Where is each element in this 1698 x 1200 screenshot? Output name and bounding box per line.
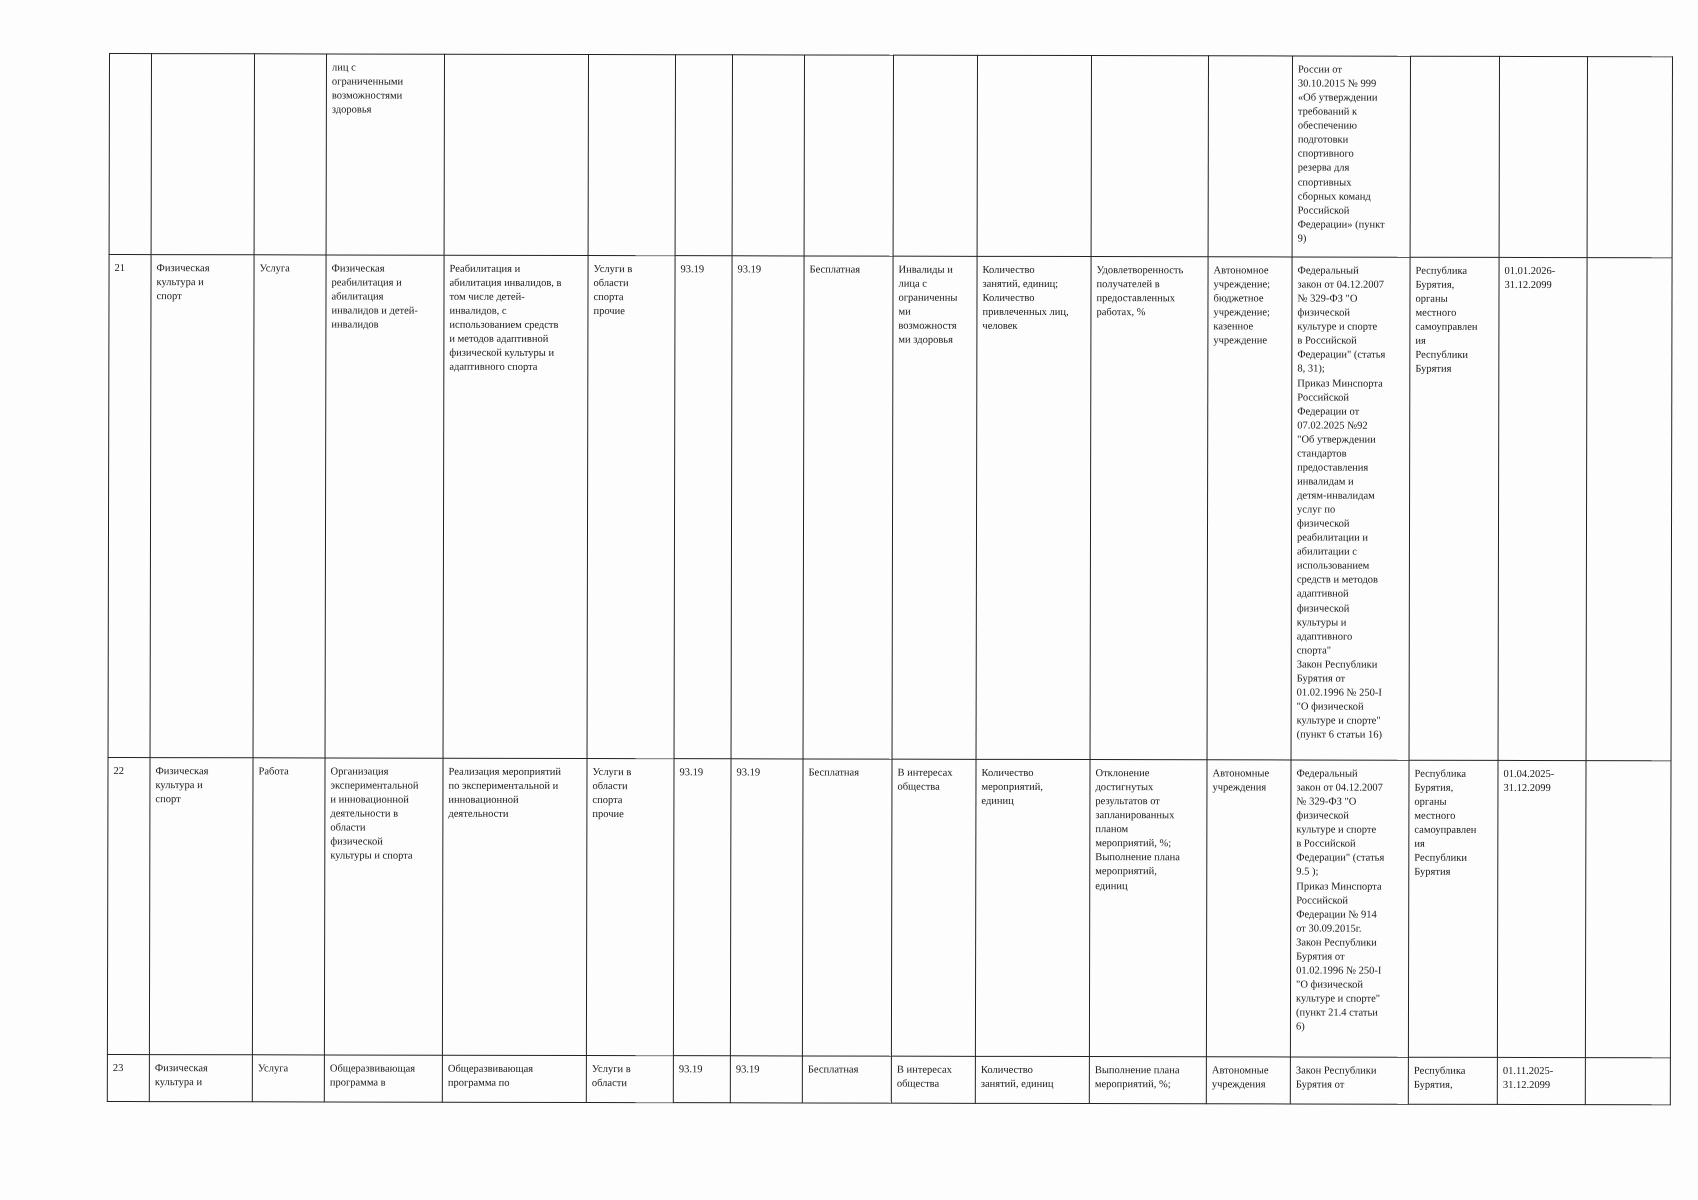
cell-authority: Республика Бурятия,: [1408, 1057, 1497, 1104]
cell-note: [1586, 258, 1672, 761]
cell-legal-basis: Закон Республики Бурятия от: [1290, 1057, 1408, 1104]
cell-kind: Услуга: [253, 255, 326, 758]
cell-number: 22: [107, 757, 150, 1054]
cell-note: [1585, 761, 1671, 1058]
cell-okved-name: Услуги в области: [586, 1056, 673, 1103]
cell-institution-type: Автономное учреждение; бюджетное учреждение; казенное учреждение: [1207, 257, 1292, 760]
cell-content: Общеразвивающая программа по: [442, 1055, 586, 1102]
cell-name: Физическая реабилитация и абилитация инвалидов и детей- инвалидов: [325, 255, 444, 758]
cell-authority: Республика Бурятия, органы местного самоуправлен ия Республики Бурятия: [1409, 257, 1499, 760]
cell-okved-code: [675, 55, 732, 256]
cell-number: 23: [107, 1054, 149, 1101]
table-row: [107, 757, 1671, 1057]
cell-sphere: Физическая культура и спорт: [149, 758, 253, 1055]
cell-kind: [254, 54, 326, 255]
cell-sphere: [151, 54, 254, 255]
cell-okved-code: 93.19: [673, 759, 731, 1056]
cell-legal-basis: России от 30.10.2015 № 999 «Об утверждении требований к обеспечению подготовки спортивного резерва для спортивных сборных команд Российской Федерации» (пункт 9): [1292, 56, 1410, 257]
cell-name: Общеразвивающая программа в: [324, 1055, 442, 1102]
cell-payment: [804, 55, 893, 256]
cell-institution-type: Автономные учреждения: [1206, 760, 1291, 1057]
cell-volume-indicator: Количество занятий, единиц: [975, 1056, 1089, 1103]
cell-institution-type: [1208, 56, 1292, 257]
cell-authority: Республика Бурятия, органы местного самоуправлен ия Республики Бурятия: [1408, 760, 1498, 1057]
cell-period: 01.04.2025- 31.12.2099: [1497, 760, 1586, 1057]
cell-okved-code: 93.19: [730, 759, 803, 1056]
cell-okved-code: [732, 55, 804, 256]
cell-note: [1587, 57, 1672, 258]
cell-kind: Услуга: [252, 1055, 324, 1102]
cell-consumers: В интересах общества: [891, 1056, 975, 1103]
cell-okved-name: [588, 55, 675, 256]
cell-quality-indicator: [1091, 56, 1208, 257]
cell-okved-code: 93.19: [731, 256, 804, 759]
cell-okved-code: 93.19: [674, 256, 732, 759]
cell-sphere: Физическая культура и спорт: [150, 255, 254, 758]
services-register-table: [107, 53, 1673, 1105]
cell-content: Реализация мероприятий по экспериментальной и инновационной деятельности: [442, 758, 587, 1055]
cell-volume-indicator: [977, 55, 1091, 256]
cell-quality-indicator: Отклонение достигнутых результатов от запланированных планом мероприятий, %; Выполнение плана мероприятий, единиц: [1089, 760, 1207, 1057]
table-row: [108, 255, 1672, 761]
cell-content: Реабилитация и абилитация инвалидов, в том числе детей- инвалидов, с использованием средств и методов адаптивной физической культуры и адаптивного спорта: [443, 255, 588, 758]
cell-volume-indicator: Количество занятий, единиц; Количество привлеченных лиц, человек: [976, 256, 1091, 759]
cell-period: [1499, 56, 1587, 257]
cell-period: 01.11.2025- 31.12.2099: [1497, 1057, 1585, 1104]
cell-name: лиц с ограниченными возможностями здоровья: [326, 54, 444, 255]
cell-okved-code: 93.19: [730, 1056, 802, 1103]
cell-name: Организация экспериментальной и инновационной деятельности в области физической культуры и спорта: [324, 758, 443, 1055]
cell-volume-indicator: Количество мероприятий, единиц: [975, 759, 1090, 1056]
cell-okved-code: 93.19: [673, 1056, 730, 1103]
table-row: [109, 54, 1672, 258]
cell-payment: Бесплатная: [802, 1056, 891, 1103]
cell-legal-basis: Федеральный закон от 04.12.2007 № 329-ФЗ "О физической культуре и спорте в Российской Федерации" (статья 9.5 ); Приказ Минспорта Российской Федерации № 914 от 30.09.2015г. Закон Республики Бурятия от 01.02.1996 № 250-I "О физической культуре и спорте" (пункт 21.4 статьи 6): [1290, 760, 1409, 1057]
cell-consumers: В интересах общества: [891, 759, 976, 1056]
cell-payment: Бесплатная: [802, 759, 892, 1056]
cell-quality-indicator: Удовлетворенность получателей в предоставленных работах, %: [1090, 257, 1208, 760]
cell-number: 21: [108, 255, 151, 758]
table-row: [107, 1054, 1670, 1104]
cell-payment: Бесплатная: [803, 256, 893, 759]
cell-kind: Работа: [252, 758, 325, 1055]
cell-period: 01.01.2026- 31.12.2099: [1498, 257, 1587, 760]
cell-consumers: Инвалиды и лица с ограниченны ми возможностя ми здоровья: [892, 256, 977, 759]
cell-okved-name: Услуги в области спорта прочие: [586, 759, 674, 1056]
cell-authority: [1410, 56, 1499, 257]
cell-note: [1585, 1058, 1670, 1105]
cell-sphere: Физическая культура и: [149, 1055, 252, 1102]
cell-number: [109, 54, 151, 255]
cell-legal-basis: Федеральный закон от 04.12.2007 № 329-ФЗ "О физической культуре и спорте в Российской Федерации" (статья 8, 31); Приказ Минспорта Российской Федерации от 07.02.2025 №92 "Об утверждении стандартов предоставления инвалидам и детям-инвалидам услуг по физической реабилитации и абилитации с использованием средств и методов адаптивной физической культуры и адаптивного спорта" Закон Республики Бурятия от 01.02.1996 № 250-I "О физической культуре и спорте" (пункт 6 статьи 16): [1291, 257, 1410, 760]
cell-content: [444, 54, 588, 255]
cell-okved-name: Услуги в области спорта прочие: [587, 256, 675, 759]
cell-consumers: [893, 55, 977, 256]
cell-quality-indicator: Выполнение плана мероприятий, %;: [1089, 1057, 1206, 1104]
cell-institution-type: Автономные учреждения: [1206, 1057, 1290, 1104]
